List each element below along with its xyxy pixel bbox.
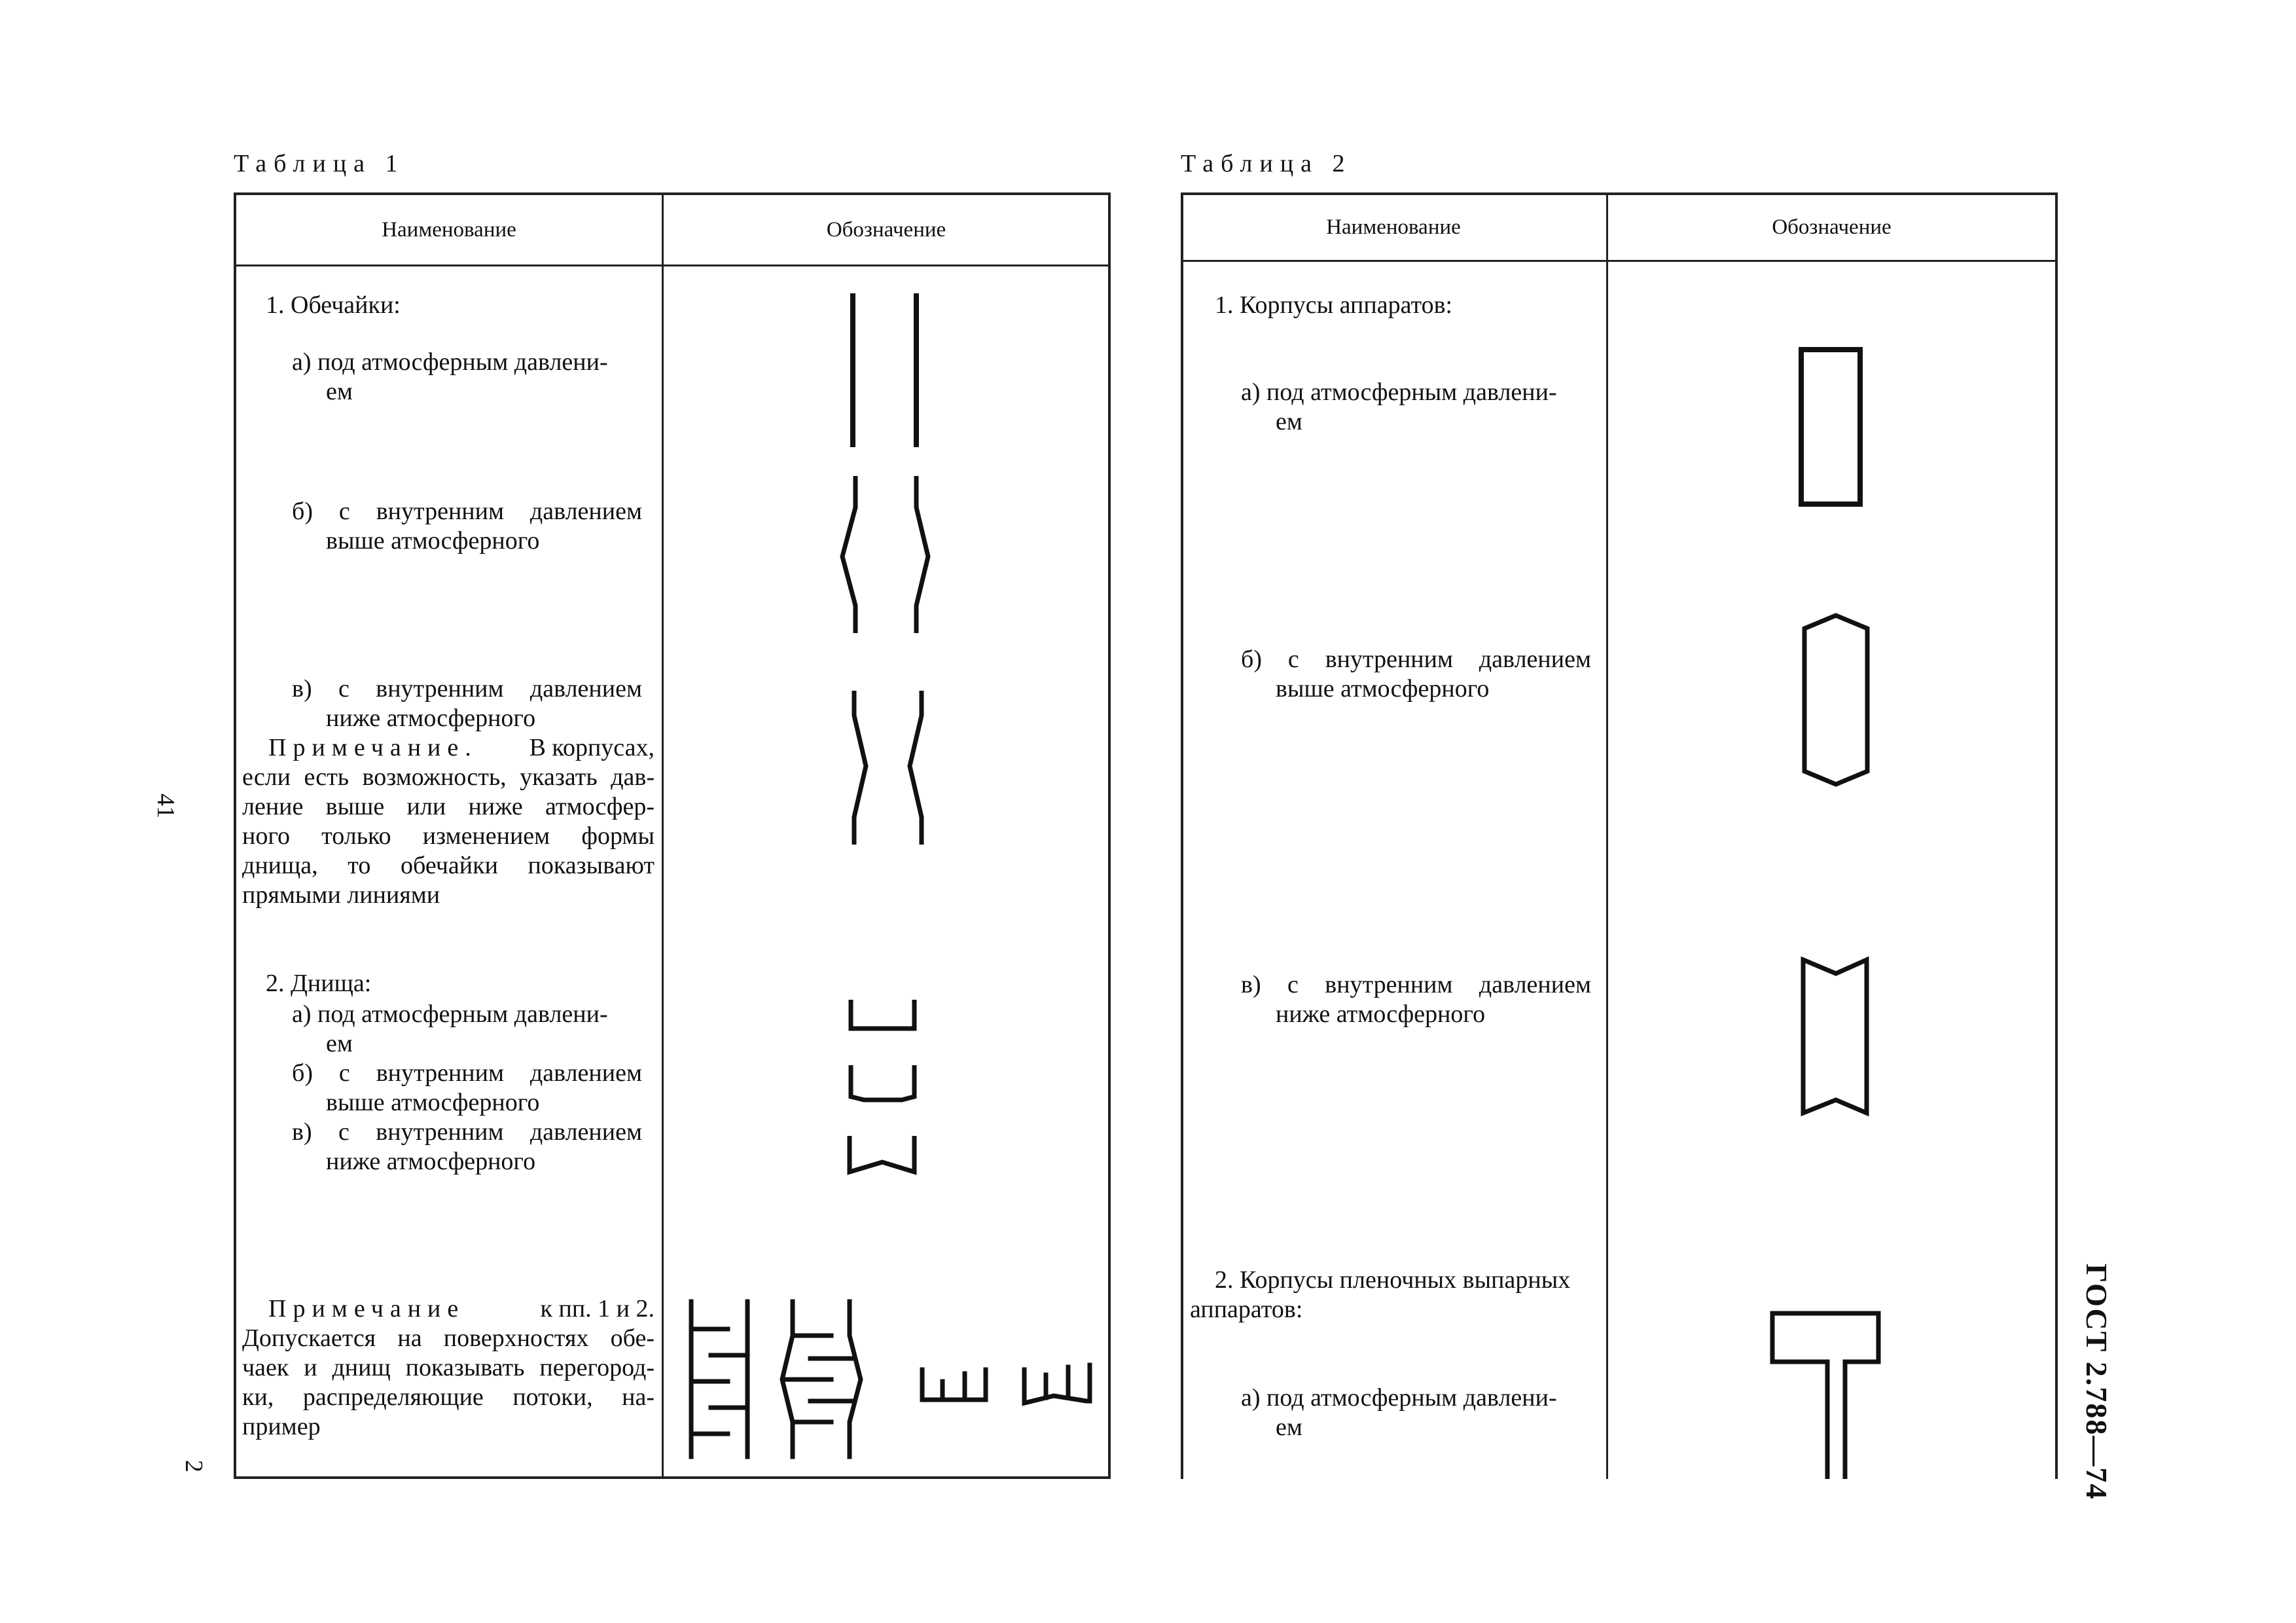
table2-item-b-line2: выше атмосферного <box>1276 675 1490 702</box>
table2-item-c-line2: ниже атмосферного <box>1276 1000 1486 1028</box>
table1-bottom-b-line2: выше атмосферного <box>326 1089 540 1116</box>
table2-section1-title: 1. Корпусы аппаратов: <box>1215 291 1453 319</box>
table1-note1-line6: прямыми линиями <box>242 881 440 909</box>
table1-item-c-line1: в) с внутренним давлением <box>292 675 642 702</box>
table2-section2-line1: 2. Корпусы пленочных выпарных <box>1215 1266 1571 1294</box>
table2-item-c-line1: в) с внутренним давлением <box>1241 971 1591 998</box>
table1-note1-line5: днища, то обечайки показывают <box>242 852 655 879</box>
table1-section2-title: 2. Днища: <box>266 970 372 997</box>
table2-section2-a-line2: ем <box>1276 1413 1302 1441</box>
table1-bottom-c-line2: ниже атмосферного <box>326 1148 536 1175</box>
table1-col-symbol-header: Обозначение <box>826 217 946 242</box>
table2-item-b-line1: б) с внутренним давлением <box>1241 646 1591 673</box>
table1-bottom-b-line1: б) с внутренним давлением <box>292 1059 642 1087</box>
table1-caption: Таблица 1 <box>234 150 405 177</box>
table1-note2-tail: к пп. 1 и 2. <box>540 1295 655 1322</box>
table2-col-name-header: Наименование <box>1326 215 1461 239</box>
table1-col-name-header: Наименование <box>382 217 516 242</box>
table1-item-a-line1: а) под атмосферным давлени- <box>292 348 608 376</box>
table2-section2-line2: аппаратов: <box>1190 1296 1303 1323</box>
table1-note2-line4: ки, распределяющие потоки, на- <box>242 1383 655 1411</box>
table1-section1-title: 1. Обечайки: <box>266 291 401 319</box>
table1-item-b-line1: б) с внутренним давлением <box>292 498 642 525</box>
table1-note1-line3: ление выше или ниже атмосфер- <box>242 793 655 820</box>
table1-note2-line5: пример <box>242 1413 321 1440</box>
table1-note2-head: Примечание <box>268 1295 465 1322</box>
table1-note1-tail: В корпусах, <box>529 734 655 761</box>
table2-col-symbol-header: Обозначение <box>1772 215 1892 239</box>
table2-section2-a-line1: а) под атмосферным давлени- <box>1241 1384 1557 1412</box>
table1-note1-line4: ного только изменением формы <box>242 822 655 850</box>
table1-note1-head: Примечание. <box>268 734 478 761</box>
page-number-bottom: 2 <box>180 1460 207 1472</box>
table2-item-a-line2: ем <box>1276 408 1302 435</box>
table1-item-a-line2: ем <box>326 378 353 405</box>
table1-bottom-c-line1: в) с внутренним давлением <box>292 1118 642 1146</box>
page-number-top: 41 <box>152 793 179 818</box>
table2-item-a-line1: а) под атмосферным давлени- <box>1241 378 1557 406</box>
table1-note1-line2: если есть возможность, указать дав- <box>242 763 655 791</box>
table1-item-c-line2: ниже атмосферного <box>326 704 536 732</box>
table1-bottom-a-line2: ем <box>326 1030 353 1057</box>
table1-item-b-line2: выше атмосферного <box>326 527 540 555</box>
table1-note2-line2: Допускается на поверхностях обе- <box>242 1324 655 1352</box>
gost-label: ГОСТ 2.788—74 <box>2080 1264 2113 1501</box>
table1-bottom-a-line1: а) под атмосферным давлени- <box>292 1000 608 1028</box>
table1-note2-line3: чаек и днищ показывать перегород- <box>242 1354 655 1381</box>
table2-caption: Таблица 2 <box>1181 150 1352 177</box>
